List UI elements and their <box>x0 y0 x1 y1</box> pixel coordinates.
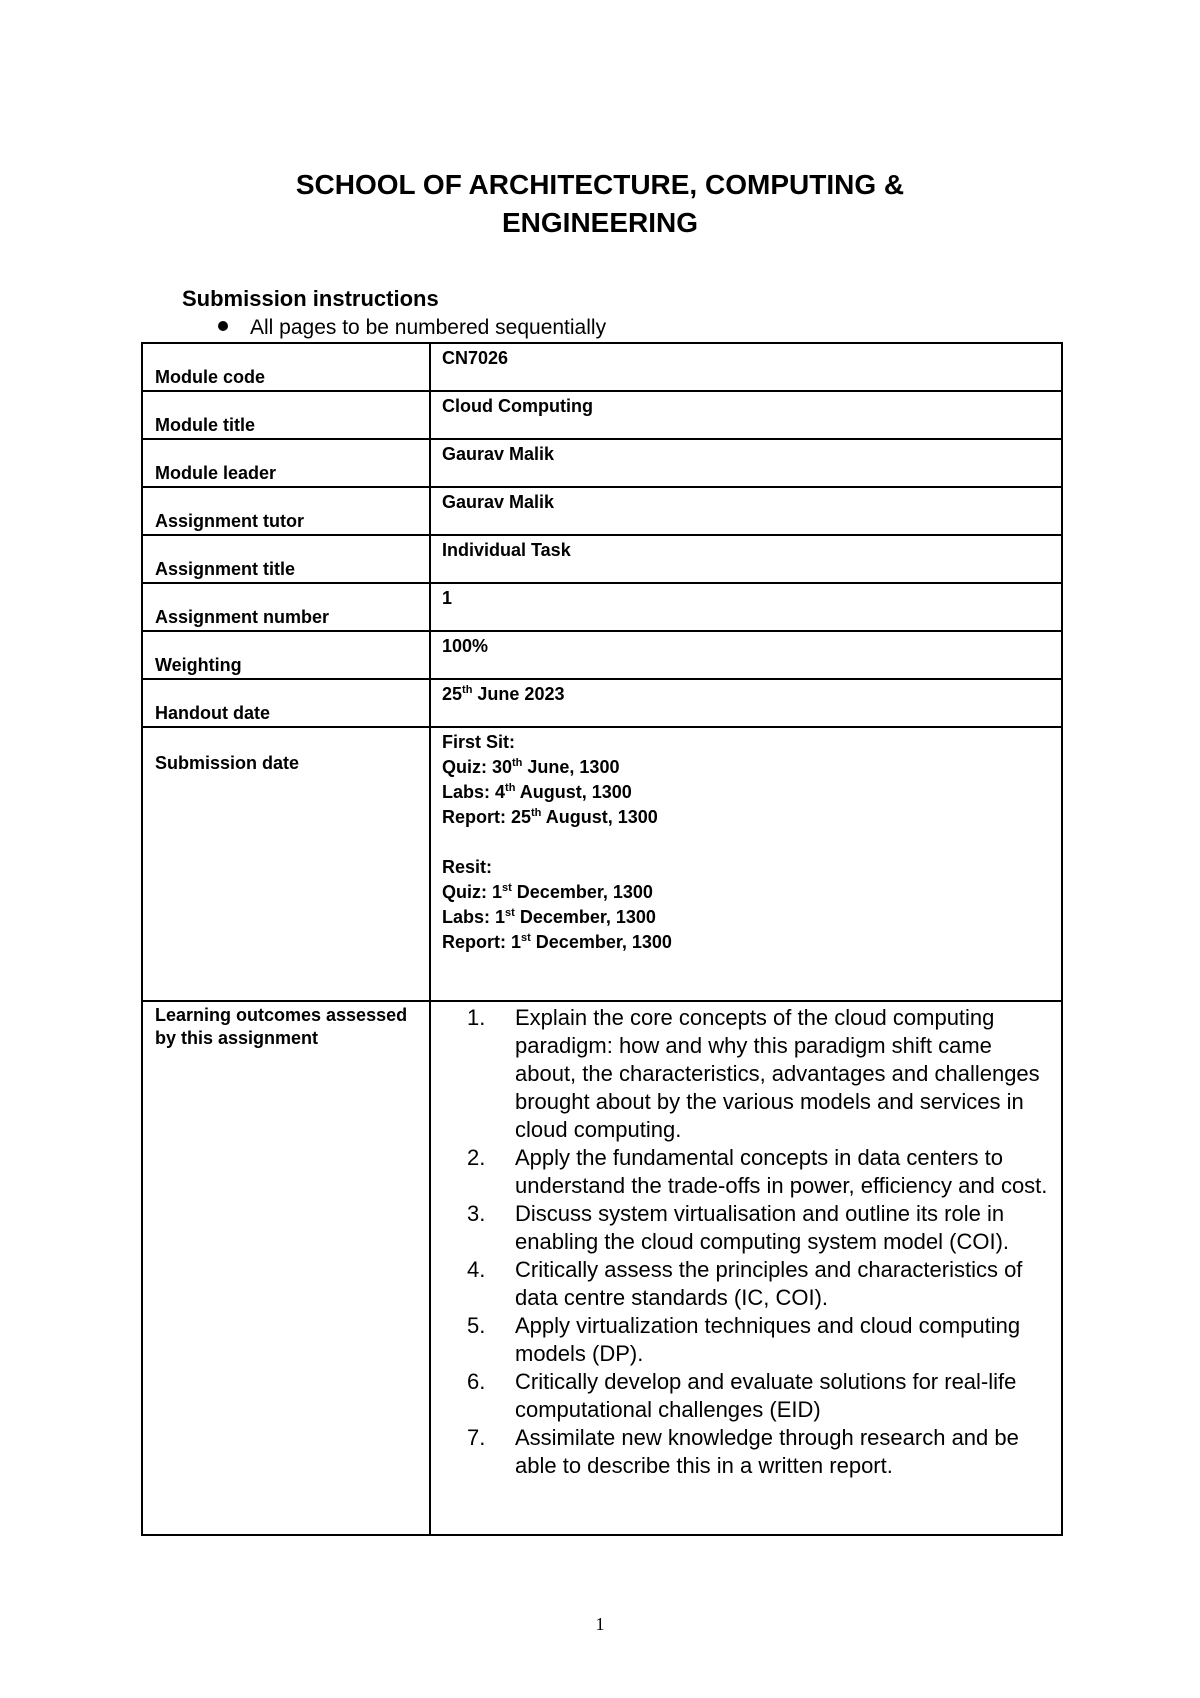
list-item-number: 5. <box>467 1313 486 1338</box>
first-sit-quiz-rest: June, 1300 <box>522 757 620 777</box>
table-row-handout-date <box>142 679 1062 727</box>
assignment-tutor-label-cell <box>142 487 430 535</box>
list-item-text: Explain the core concepts of the cloud computing paradigm: how and why this paradigm shift came about, the characteristics, advantages and challenges brought about by the various models and services in cloud computing. <box>515 1005 1040 1142</box>
assignment-number-label-cell <box>142 583 430 631</box>
resit-heading: Resit: <box>442 857 493 877</box>
module-leader-label: Module leader <box>155 463 277 483</box>
resit-quiz <box>442 880 1051 905</box>
list-item <box>431 1200 1051 1256</box>
assignment-title-value: Individual Task <box>430 535 1062 583</box>
module-title-value: Cloud Computing <box>430 391 1062 439</box>
first-sit-labs-rest: August, 1300 <box>515 782 632 802</box>
handout-date-day: 25 <box>442 684 463 704</box>
first-sit-labs-prefix: Labs: 4 <box>442 782 506 802</box>
table-row-submission-date <box>142 727 1062 1001</box>
school-title <box>0 166 1200 242</box>
resit-report-rest: December, 1300 <box>530 932 672 952</box>
assignment-title-label: Assignment title <box>155 559 296 579</box>
assignment-info-table <box>141 342 1063 1536</box>
submission-date-label: Submission date <box>155 753 300 773</box>
handout-date-label: Handout date <box>155 703 270 723</box>
module-code-label-cell <box>142 343 430 391</box>
module-code-value: CN7026 <box>430 343 1062 391</box>
module-leader-value: Gaurav Malik <box>430 439 1062 487</box>
resit-report-suffix: st <box>521 932 531 944</box>
resit-quiz-rest: December, 1300 <box>511 882 653 902</box>
table-row-module-title <box>142 391 1062 439</box>
school-title-line1: SCHOOL OF ARCHITECTURE, COMPUTING & <box>295 169 905 200</box>
table-row-assignment-number <box>142 583 1062 631</box>
first-sit-report-rest: August, 1300 <box>541 807 658 827</box>
list-item-number: 2. <box>467 1145 486 1170</box>
learning-outcomes-value <box>430 1001 1062 1535</box>
list-item-text: Apply virtualization techniques and cloud computing models (DP). <box>515 1313 1021 1366</box>
first-sit-report <box>442 805 1051 830</box>
first-sit-quiz-prefix: Quiz: 30 <box>442 757 513 777</box>
list-item-number: 1. <box>467 1005 486 1030</box>
resit-report <box>442 930 1051 955</box>
assignment-number-value: 1 <box>430 583 1062 631</box>
list-item <box>431 1424 1051 1480</box>
handout-date-value <box>430 679 1062 727</box>
submission-bullet-text: All pages to be numbered sequentially <box>250 316 607 339</box>
list-item-text: Critically assess the principles and characteristics of data centre standards (IC, COI). <box>515 1257 1023 1310</box>
list-item-number: 4. <box>467 1257 486 1282</box>
resit-quiz-suffix: st <box>502 882 512 894</box>
assignment-number-label: Assignment number <box>155 607 330 627</box>
list-item <box>431 1004 1051 1144</box>
list-item-number: 3. <box>467 1201 486 1226</box>
list-item-text: Apply the fundamental concepts in data centers to understand the trade-offs in power, efficiency and cost. <box>515 1145 1048 1198</box>
resit-labs <box>442 905 1051 930</box>
bullet-icon <box>218 321 228 331</box>
first-sit-report-prefix: Report: 25 <box>442 807 532 827</box>
module-code-label: Module code <box>155 367 266 387</box>
resit-report-prefix: Report: 1 <box>442 932 522 952</box>
resit-quiz-prefix: Quiz: 1 <box>442 882 503 902</box>
table-row-module-leader <box>142 439 1062 487</box>
submission-instructions-heading: Submission instructions <box>182 286 439 311</box>
list-item <box>431 1144 1051 1200</box>
spacer <box>442 830 1051 855</box>
first-sit-labs <box>442 780 1051 805</box>
module-leader-label-cell <box>142 439 430 487</box>
table-row-weighting <box>142 631 1062 679</box>
table-row-assignment-tutor <box>142 487 1062 535</box>
module-title-label: Module title <box>155 415 255 435</box>
handout-date-rest: June 2023 <box>472 684 565 704</box>
first-sit-labs-suffix: th <box>505 782 516 794</box>
submission-date-value <box>430 727 1062 1001</box>
list-item-number: 7. <box>467 1425 486 1450</box>
first-sit-report-suffix: th <box>531 807 542 819</box>
resit-labs-prefix: Labs: 1 <box>442 907 506 927</box>
weighting-value: 100% <box>430 631 1062 679</box>
assignment-title-label-cell <box>142 535 430 583</box>
learning-outcomes-label: Learning outcomes assessed by this assignment <box>155 1005 408 1048</box>
submission-bullet <box>218 316 606 340</box>
list-item <box>431 1312 1051 1368</box>
resit-labs-suffix: st <box>505 907 515 919</box>
assignment-tutor-label: Assignment tutor <box>155 511 305 531</box>
first-sit-quiz-suffix: th <box>512 757 523 769</box>
first-sit-quiz <box>442 755 1051 780</box>
table-row-learning-outcomes <box>142 1001 1062 1535</box>
list-item-text: Discuss system virtualisation and outline its role in enabling the cloud computing system model (COI). <box>515 1201 1010 1254</box>
weighting-label: Weighting <box>155 655 242 675</box>
handout-date-label-cell <box>142 679 430 727</box>
page-number: 1 <box>595 1614 605 1634</box>
module-title-label-cell <box>142 391 430 439</box>
table-row-assignment-title <box>142 535 1062 583</box>
list-item <box>431 1368 1051 1424</box>
weighting-label-cell <box>142 631 430 679</box>
assignment-tutor-value: Gaurav Malik <box>430 487 1062 535</box>
submission-date-label-cell <box>142 727 430 1001</box>
list-item <box>431 1256 1051 1312</box>
learning-outcomes-label-cell <box>142 1001 430 1535</box>
school-title-line2: ENGINEERING <box>501 207 699 238</box>
list-item-number: 6. <box>467 1369 486 1394</box>
list-item-text: Assimilate new knowledge through research and be able to describe this in a written report. <box>515 1425 1019 1478</box>
table-row-module-code <box>142 343 1062 391</box>
list-item-text: Critically develop and evaluate solutions for real-life computational challenges (EID) <box>515 1369 1017 1422</box>
first-sit-heading: First Sit: <box>442 732 516 752</box>
resit-labs-rest: December, 1300 <box>514 907 656 927</box>
learning-outcomes-list <box>431 1004 1051 1480</box>
handout-date-suffix: th <box>462 684 473 696</box>
